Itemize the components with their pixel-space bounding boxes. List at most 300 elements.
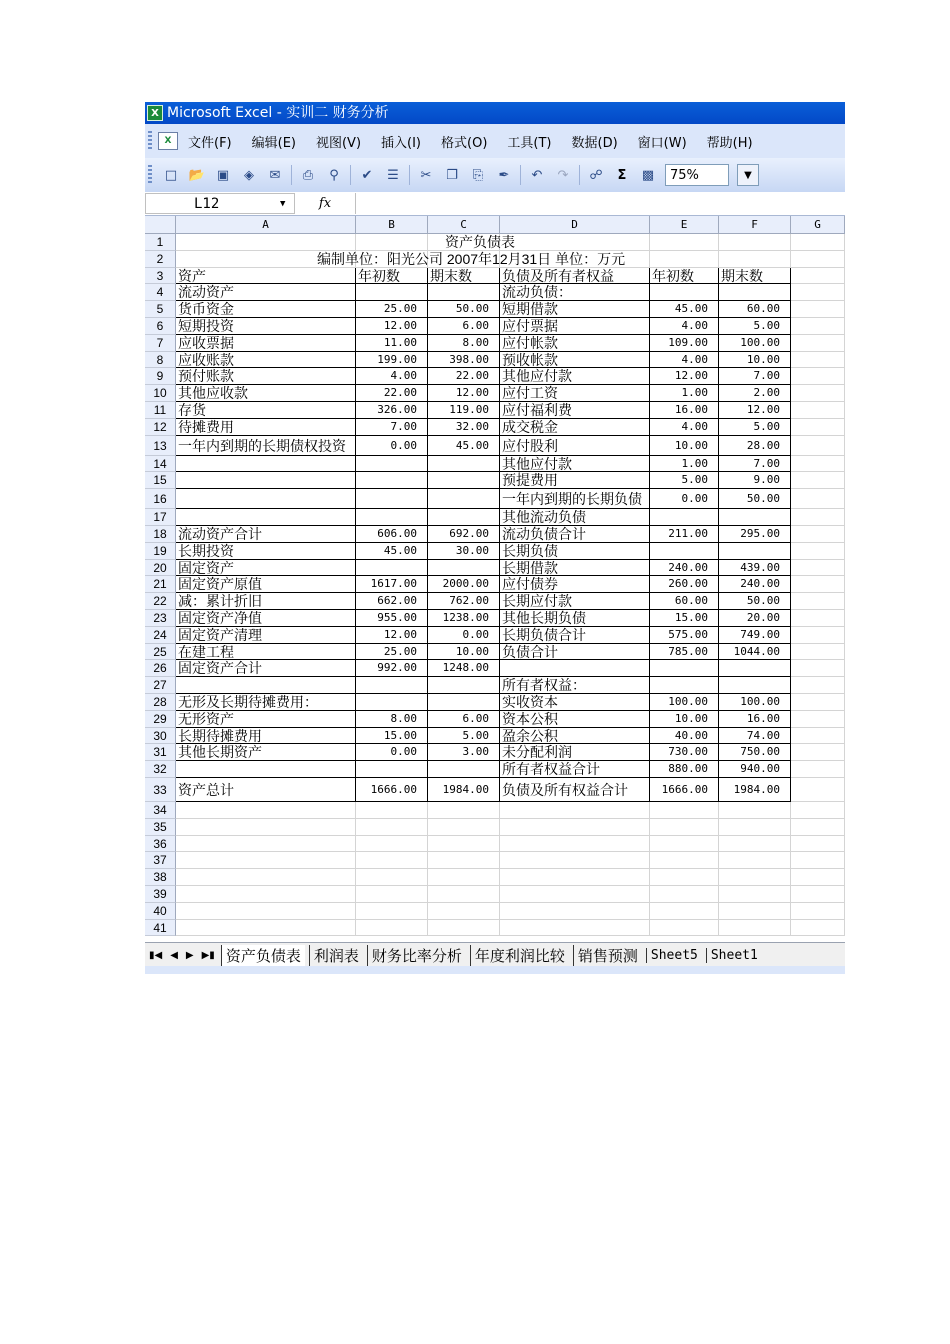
cell[interactable]: 5.00 [719, 318, 791, 335]
cell[interactable] [791, 677, 845, 694]
cell[interactable] [356, 869, 428, 886]
cell[interactable] [650, 677, 719, 694]
cell[interactable] [791, 419, 845, 436]
cell[interactable] [500, 903, 650, 920]
cell[interactable] [176, 456, 356, 473]
menu-help[interactable]: 帮助(H) [706, 135, 753, 151]
row-header[interactable]: 26 [145, 660, 176, 677]
cell[interactable]: 7.00 [719, 456, 791, 473]
cell[interactable]: 固定资产原值 [176, 576, 356, 593]
cell[interactable] [500, 836, 650, 853]
cell[interactable]: 其他长期负债 [500, 610, 650, 627]
cell[interactable] [791, 456, 845, 473]
cell[interactable] [791, 385, 845, 402]
open-folder-icon[interactable]: 📂 [188, 167, 206, 183]
cell[interactable]: 4.00 [650, 318, 719, 335]
cell[interactable]: 662.00 [356, 593, 428, 610]
cell[interactable]: 预收帐款 [500, 352, 650, 369]
cell[interactable]: 所有者权益合计 [500, 761, 650, 778]
cell[interactable] [500, 234, 650, 251]
cell[interactable]: 盈余公积 [500, 728, 650, 745]
cell[interactable]: 16.00 [650, 402, 719, 419]
cell[interactable]: 长期负债合计 [500, 627, 650, 644]
cell[interactable]: 50.00 [428, 301, 500, 318]
cell[interactable]: 6.00 [428, 711, 500, 728]
row-header[interactable]: 24 [145, 627, 176, 644]
menu-insert[interactable]: 插入(I) [381, 135, 422, 151]
cell[interactable]: 在建工程 [176, 644, 356, 661]
cell[interactable]: 22.00 [428, 368, 500, 385]
cell[interactable]: 货币资金 [176, 301, 356, 318]
cell[interactable]: 25.00 [356, 301, 428, 318]
cell[interactable]: 28.00 [719, 436, 791, 456]
menu-data[interactable]: 数据(D) [571, 135, 618, 151]
cell[interactable]: 无形及长期待摊费用： [176, 694, 356, 711]
cell[interactable]: 40.00 [650, 728, 719, 745]
cell[interactable] [650, 660, 719, 677]
cell[interactable] [791, 802, 845, 819]
cell[interactable]: 负债合计 [500, 644, 650, 661]
cell[interactable]: 所有者权益： [500, 677, 650, 694]
excel-icon[interactable]: X [147, 105, 163, 121]
cell[interactable] [650, 836, 719, 853]
cell[interactable] [650, 509, 719, 526]
cell[interactable] [650, 852, 719, 869]
cell[interactable]: 未分配利润 [500, 744, 650, 761]
research-icon[interactable]: ☰ [387, 167, 399, 183]
cell[interactable] [650, 284, 719, 301]
cell[interactable]: 应付股利 [500, 436, 650, 456]
cell[interactable] [356, 694, 428, 711]
row-header[interactable]: 35 [145, 819, 176, 836]
insert-function-icon[interactable]: fx [318, 196, 332, 211]
cell[interactable] [650, 903, 719, 920]
row-header[interactable]: 22 [145, 593, 176, 610]
toolbar-grip-icon[interactable] [148, 165, 152, 185]
cell[interactable]: 1666.00 [650, 778, 719, 802]
cell[interactable] [791, 436, 845, 456]
cell[interactable] [428, 903, 500, 920]
cell[interactable] [719, 660, 791, 677]
cell[interactable]: 其他应付款 [500, 456, 650, 473]
cell[interactable] [791, 852, 845, 869]
cell[interactable] [176, 761, 356, 778]
cell[interactable] [428, 284, 500, 301]
cell[interactable]: 应收账款 [176, 352, 356, 369]
cell[interactable] [176, 677, 356, 694]
cell[interactable]: 负债及所有者权益 [500, 268, 650, 285]
cell[interactable] [719, 819, 791, 836]
cell[interactable] [500, 886, 650, 903]
cell[interactable]: 240.00 [650, 560, 719, 577]
row-header[interactable]: 1 [145, 234, 176, 251]
cell[interactable]: 应付工资 [500, 385, 650, 402]
row-header[interactable]: 30 [145, 728, 176, 745]
cell[interactable] [428, 456, 500, 473]
row-header[interactable]: 20 [145, 560, 176, 577]
cell[interactable]: 6.00 [428, 318, 500, 335]
cell[interactable]: 1617.00 [356, 576, 428, 593]
cell[interactable] [791, 560, 845, 577]
cell[interactable] [500, 819, 650, 836]
cell[interactable]: 25.00 [356, 644, 428, 661]
cell[interactable]: 606.00 [356, 526, 428, 543]
cell[interactable]: 其他流动负债 [500, 509, 650, 526]
row-header[interactable]: 9 [145, 368, 176, 385]
cell[interactable]: 12.00 [428, 385, 500, 402]
row-header[interactable]: 33 [145, 778, 176, 802]
cell[interactable]: 减：累计折旧 [176, 593, 356, 610]
cell[interactable]: 12.00 [719, 402, 791, 419]
cell[interactable] [791, 819, 845, 836]
cell[interactable] [428, 489, 500, 509]
cell[interactable]: 785.00 [650, 644, 719, 661]
redo-icon[interactable]: ↷ [557, 167, 569, 183]
cell[interactable]: 待摊费用 [176, 419, 356, 436]
row-header[interactable]: 31 [145, 744, 176, 761]
row-header[interactable]: 5 [145, 301, 176, 318]
cell[interactable]: 109.00 [650, 335, 719, 352]
cell[interactable] [791, 368, 845, 385]
print-icon[interactable]: ⎙ [302, 167, 314, 183]
cell[interactable]: 32.00 [428, 419, 500, 436]
row-header[interactable]: 37 [145, 852, 176, 869]
cell[interactable]: 119.00 [428, 402, 500, 419]
cell[interactable] [791, 744, 845, 761]
cell[interactable]: 45.00 [428, 436, 500, 456]
cell[interactable]: 流动资产 [176, 284, 356, 301]
cell[interactable] [791, 610, 845, 627]
cell[interactable]: 1238.00 [428, 610, 500, 627]
menu-tools[interactable]: 工具(T) [507, 135, 552, 151]
cell[interactable] [719, 920, 791, 937]
cell[interactable]: 0.00 [650, 489, 719, 509]
cell[interactable] [356, 456, 428, 473]
print-preview-icon[interactable]: ⚲ [329, 167, 339, 183]
cell[interactable] [356, 234, 428, 251]
cell[interactable]: 8.00 [356, 711, 428, 728]
cell[interactable] [791, 761, 845, 778]
cell[interactable] [791, 234, 845, 251]
cell[interactable] [791, 593, 845, 610]
chart-wizard-icon[interactable]: ▩ [641, 167, 655, 183]
cell[interactable]: 11.00 [356, 335, 428, 352]
row-header[interactable]: 29 [145, 711, 176, 728]
cell[interactable] [650, 251, 719, 268]
cell[interactable]: 其他应收款 [176, 385, 356, 402]
cell[interactable]: 其他长期资产 [176, 744, 356, 761]
cell[interactable]: 其他应付款 [500, 368, 650, 385]
cell[interactable]: 5.00 [719, 419, 791, 436]
cell[interactable]: 1984.00 [428, 778, 500, 802]
cell[interactable] [356, 819, 428, 836]
cell[interactable] [791, 903, 845, 920]
cell[interactable]: 4.00 [650, 419, 719, 436]
cell[interactable] [650, 869, 719, 886]
cell[interactable]: 短期借款 [500, 301, 650, 318]
menu-format[interactable]: 格式(O) [441, 135, 488, 151]
zoom-select[interactable]: 75% [665, 164, 729, 186]
cell[interactable] [428, 694, 500, 711]
row-header[interactable]: 8 [145, 352, 176, 369]
cell[interactable] [791, 660, 845, 677]
cell[interactable]: 固定资产 [176, 560, 356, 577]
cell[interactable] [650, 886, 719, 903]
cell[interactable]: 一年内到期的长期债权投资 [176, 436, 356, 456]
cell[interactable]: 750.00 [719, 744, 791, 761]
cell[interactable] [428, 509, 500, 526]
cell[interactable]: 0.00 [356, 744, 428, 761]
row-header[interactable]: 18 [145, 526, 176, 543]
cell[interactable] [500, 920, 650, 937]
save-icon[interactable]: ▣ [216, 167, 230, 183]
cell[interactable] [719, 234, 791, 251]
row-header[interactable]: 12 [145, 419, 176, 436]
cell[interactable] [428, 852, 500, 869]
column-header[interactable]: D [500, 216, 650, 234]
cell[interactable] [356, 560, 428, 577]
cell[interactable] [650, 819, 719, 836]
cut-icon[interactable]: ✂ [420, 167, 432, 183]
cell[interactable] [719, 251, 791, 268]
cell[interactable] [356, 886, 428, 903]
cell[interactable]: 4.00 [356, 368, 428, 385]
cell[interactable]: 存货 [176, 402, 356, 419]
row-header[interactable]: 21 [145, 576, 176, 593]
cell[interactable] [650, 920, 719, 937]
cell[interactable] [791, 886, 845, 903]
column-header[interactable]: C [428, 216, 500, 234]
cell[interactable]: 2.00 [719, 385, 791, 402]
copy-icon[interactable]: ❐ [446, 167, 458, 183]
cell[interactable]: 1.00 [650, 385, 719, 402]
cell[interactable]: 流动负债合计 [500, 526, 650, 543]
cell[interactable] [176, 903, 356, 920]
cell[interactable]: 固定资产合计 [176, 660, 356, 677]
cell[interactable] [356, 761, 428, 778]
cell[interactable] [719, 802, 791, 819]
cell[interactable] [719, 284, 791, 301]
cell[interactable]: 长期投资 [176, 543, 356, 560]
cell[interactable]: 应付帐款 [500, 335, 650, 352]
cell[interactable]: 10.00 [428, 644, 500, 661]
cell[interactable] [791, 402, 845, 419]
new-file-icon[interactable]: □ [164, 167, 178, 183]
cell[interactable]: 60.00 [719, 301, 791, 318]
cell[interactable] [176, 836, 356, 853]
cell[interactable]: 2000.00 [428, 576, 500, 593]
cell[interactable]: 398.00 [428, 352, 500, 369]
undo-icon[interactable]: ↶ [531, 167, 543, 183]
cell[interactable] [791, 711, 845, 728]
cell[interactable] [791, 836, 845, 853]
cell[interactable] [356, 284, 428, 301]
cell[interactable]: 长期待摊费用 [176, 728, 356, 745]
row-header[interactable]: 27 [145, 677, 176, 694]
cell[interactable]: 3.00 [428, 744, 500, 761]
row-header[interactable]: 14 [145, 456, 176, 473]
cell[interactable] [356, 920, 428, 937]
cell[interactable]: 资本公积 [500, 711, 650, 728]
cell[interactable]: 一年内到期的长期负债 [500, 489, 650, 509]
cell[interactable]: 应付债券 [500, 576, 650, 593]
cell[interactable]: 应收票据 [176, 335, 356, 352]
cell[interactable]: 50.00 [719, 489, 791, 509]
cell[interactable] [719, 903, 791, 920]
column-header[interactable]: A [176, 216, 356, 234]
cell[interactable]: 年初数 [356, 268, 428, 285]
cell[interactable]: 1666.00 [356, 778, 428, 802]
hyperlink-icon[interactable]: ☍ [589, 167, 603, 183]
cell[interactable]: 预提费用 [500, 472, 650, 489]
cell[interactable] [356, 802, 428, 819]
cell[interactable]: 固定资产清理 [176, 627, 356, 644]
cell[interactable]: 955.00 [356, 610, 428, 627]
column-header[interactable]: E [650, 216, 719, 234]
cell[interactable] [791, 318, 845, 335]
cell[interactable]: 211.00 [650, 526, 719, 543]
cell[interactable] [650, 543, 719, 560]
cell[interactable]: 应付票据 [500, 318, 650, 335]
cell[interactable] [791, 335, 845, 352]
chevron-down-icon[interactable]: ▼ [280, 199, 286, 209]
cell[interactable]: 730.00 [650, 744, 719, 761]
cell[interactable]: 100.00 [719, 694, 791, 711]
cell[interactable] [791, 920, 845, 937]
sheet-tab-sheet5[interactable]: Sheet5 [646, 948, 702, 963]
cell[interactable]: 流动资产合计 [176, 526, 356, 543]
cell[interactable]: 0.00 [428, 627, 500, 644]
cell[interactable]: 1984.00 [719, 778, 791, 802]
row-header[interactable]: 41 [145, 920, 176, 937]
cell[interactable] [719, 852, 791, 869]
cell[interactable]: 74.00 [719, 728, 791, 745]
cell[interactable]: 长期借款 [500, 560, 650, 577]
cell[interactable]: 295.00 [719, 526, 791, 543]
cell[interactable] [719, 836, 791, 853]
row-header[interactable]: 34 [145, 802, 176, 819]
cell[interactable]: 940.00 [719, 761, 791, 778]
cell[interactable] [428, 920, 500, 937]
cell[interactable] [428, 472, 500, 489]
cell[interactable]: 100.00 [650, 694, 719, 711]
cell[interactable] [791, 284, 845, 301]
cell[interactable]: 10.00 [719, 352, 791, 369]
cell[interactable]: 8.00 [428, 335, 500, 352]
cell[interactable]: 992.00 [356, 660, 428, 677]
cell[interactable]: 成交税金 [500, 419, 650, 436]
cell[interactable] [428, 802, 500, 819]
cell[interactable]: 12.00 [356, 627, 428, 644]
cell[interactable]: 260.00 [650, 576, 719, 593]
cell[interactable]: 无形资产 [176, 711, 356, 728]
cell[interactable]: 固定资产净值 [176, 610, 356, 627]
cell[interactable]: 应付福利费 [500, 402, 650, 419]
row-header[interactable]: 15 [145, 472, 176, 489]
autosum-icon[interactable]: Σ [617, 167, 627, 183]
cell[interactable] [356, 509, 428, 526]
row-header[interactable]: 7 [145, 335, 176, 352]
cell[interactable] [719, 677, 791, 694]
row-header[interactable]: 19 [145, 543, 176, 560]
cell[interactable]: 5.00 [650, 472, 719, 489]
cell[interactable]: 880.00 [650, 761, 719, 778]
cell[interactable] [176, 802, 356, 819]
row-header[interactable]: 40 [145, 903, 176, 920]
cell[interactable]: 7.00 [719, 368, 791, 385]
email-icon[interactable]: ✉ [269, 167, 281, 183]
cell[interactable]: 12.00 [356, 318, 428, 335]
cell[interactable] [176, 920, 356, 937]
cell[interactable]: 负债及所有权益合计 [500, 778, 650, 802]
cell[interactable] [428, 819, 500, 836]
sheet-tab-profit-compare[interactable]: 年度利润比较 [470, 945, 569, 966]
cell[interactable]: 575.00 [650, 627, 719, 644]
cell[interactable]: 长期负债 [500, 543, 650, 560]
cell[interactable]: 实收资本 [500, 694, 650, 711]
cell[interactable] [356, 472, 428, 489]
cell[interactable] [791, 644, 845, 661]
cell[interactable] [791, 251, 845, 268]
column-header[interactable]: F [719, 216, 791, 234]
paste-icon[interactable]: ⎘ [472, 167, 484, 183]
row-header[interactable]: 28 [145, 694, 176, 711]
column-header[interactable]: G [791, 216, 845, 234]
cell[interactable]: 749.00 [719, 627, 791, 644]
cell[interactable]: 1248.00 [428, 660, 500, 677]
cell[interactable]: 1.00 [650, 456, 719, 473]
row-header[interactable]: 25 [145, 644, 176, 661]
cell[interactable]: 资产总计 [176, 778, 356, 802]
last-sheet-icon[interactable]: ▶▮ [201, 949, 215, 961]
cell[interactable]: 439.00 [719, 560, 791, 577]
cell[interactable] [500, 660, 650, 677]
menu-file[interactable]: 文件(F) [188, 135, 232, 151]
cell[interactable] [356, 852, 428, 869]
cell[interactable] [500, 802, 650, 819]
cell[interactable] [719, 543, 791, 560]
cell[interactable] [791, 778, 845, 802]
chevron-down-icon[interactable]: ▼ [737, 164, 759, 186]
cell[interactable] [791, 728, 845, 745]
cell[interactable]: 长期应付款 [500, 593, 650, 610]
sheet-tab-balance[interactable]: 资产负债表 [221, 945, 305, 966]
cell[interactable] [791, 472, 845, 489]
row-header[interactable]: 23 [145, 610, 176, 627]
cell[interactable]: 12.00 [650, 368, 719, 385]
cell[interactable]: 326.00 [356, 402, 428, 419]
first-sheet-icon[interactable]: ▮◀ [149, 949, 163, 961]
cell[interactable] [176, 509, 356, 526]
sheet-tab-forecast[interactable]: 销售预测 [573, 945, 642, 966]
cell[interactable] [428, 836, 500, 853]
menu-edit[interactable]: 编辑(E) [251, 135, 296, 151]
cell[interactable]: 240.00 [719, 576, 791, 593]
workbook-icon[interactable]: X [158, 132, 178, 150]
cell[interactable] [791, 509, 845, 526]
cell[interactable]: 199.00 [356, 352, 428, 369]
cell[interactable]: 期末数 [719, 268, 791, 285]
cell[interactable] [428, 677, 500, 694]
row-header[interactable]: 38 [145, 869, 176, 886]
cell[interactable] [791, 268, 845, 285]
row-header[interactable]: 4 [145, 284, 176, 301]
cell[interactable] [650, 802, 719, 819]
cell[interactable] [791, 869, 845, 886]
cell[interactable] [791, 627, 845, 644]
prev-sheet-icon[interactable]: ◀ [170, 949, 178, 961]
cell[interactable] [356, 489, 428, 509]
